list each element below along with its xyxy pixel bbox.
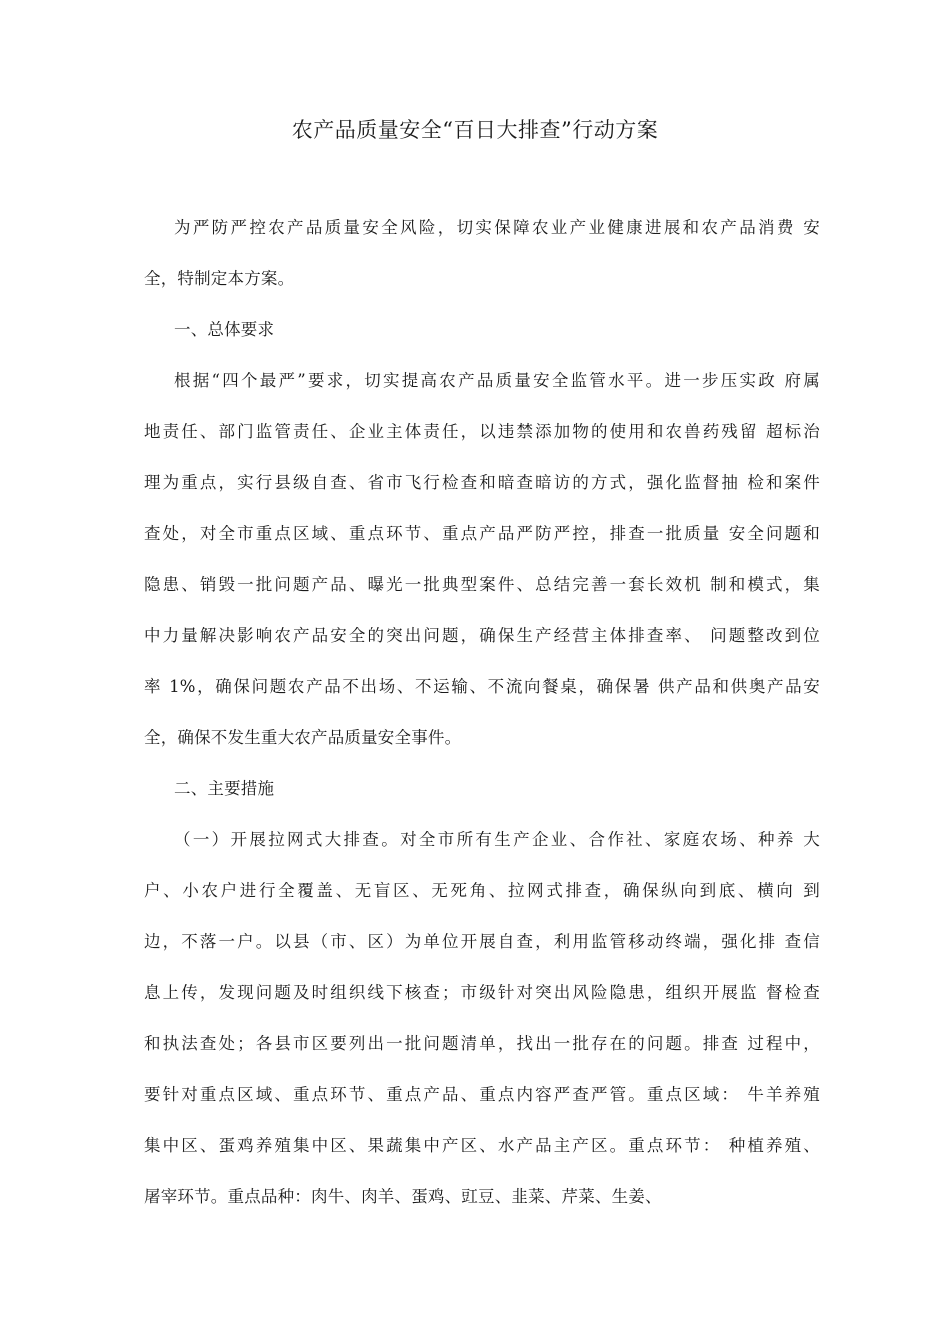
paragraph-line: 为严防严控农产品质量安全风险，切实保障农业产业健康进展和农产品消费 安 bbox=[174, 218, 820, 237]
paragraph-line: 要针对重点区域、重点环节、重点产品、重点内容严查严管。重点区域： 牛羊养殖 bbox=[144, 1085, 820, 1104]
paragraph-line: 根据“四个最严”要求，切实提高农产品质量安全监管水平。进一步压实政 府属 bbox=[174, 371, 820, 390]
paragraph-line: 户、小农户进行全覆盖、无盲区、无死角、拉网式排查，确保纵向到底、横向 到 bbox=[144, 881, 820, 900]
paragraph-line: 集中区、蛋鸡养殖集中区、果蔬集中产区、水产品主产区。重点环节： 种植养殖、 bbox=[144, 1136, 820, 1155]
paragraph-line: （一）开展拉网式大排查。对全市所有生产企业、合作社、家庭农场、种养 大 bbox=[174, 830, 820, 849]
paragraph-line: 全，特制定本方案。 bbox=[144, 269, 295, 288]
paragraph-line: 边，不落一户。以县（市、区）为单位开展自查，利用监管移动终端，强化排 查信 bbox=[144, 932, 820, 951]
paragraph-line: 隐患、销毁一批问题产品、曝光一批典型案件、总结完善一套长效机 制和模式，集 bbox=[144, 575, 820, 594]
paragraph-line: 中力量解决影响农产品安全的突出问题，确保生产经营主体排查率、 问题整改到位 bbox=[144, 626, 820, 645]
paragraph-line: 和执法查处；各县市区要列出一批问题清单，找出一批存在的问题。排查 过程中， bbox=[144, 1034, 820, 1053]
paragraph-line: 息上传，发现问题及时组织线下核查；市级针对突出风险隐患，组织开展监 督检查 bbox=[144, 983, 820, 1002]
paragraph-line: 全，确保不发生重大农产品质量安全事件。 bbox=[144, 728, 462, 747]
section-heading: 二、主要措施 bbox=[174, 779, 275, 798]
paragraph-line: 理为重点，实行县级自查、省市飞行检查和暗查暗访的方式，强化监督抽 检和案件 bbox=[144, 473, 820, 492]
document-body bbox=[144, 207, 820, 1227]
section-heading: 一、总体要求 bbox=[174, 320, 275, 339]
document-title: 农产品质量安全“百日大排查”行动方案 bbox=[291, 118, 659, 142]
paragraph-line: 查处，对全市重点区域、重点环节、重点产品严防严控，排查一批质量 安全问题和 bbox=[144, 524, 820, 543]
paragraph-line: 屠宰环节。重点品种：肉牛、肉羊、蛋鸡、豇豆、韭菜、芹菜、生姜、 bbox=[144, 1187, 662, 1206]
paragraph-line: 率 1%，确保问题农产品不出场、不运输、不流向餐桌，确保暑 供产品和供奥产品安 bbox=[144, 677, 820, 696]
paragraph-line: 地责任、部门监管责任、企业主体责任，以违禁添加物的使用和农兽药残留 超标治 bbox=[144, 422, 820, 441]
